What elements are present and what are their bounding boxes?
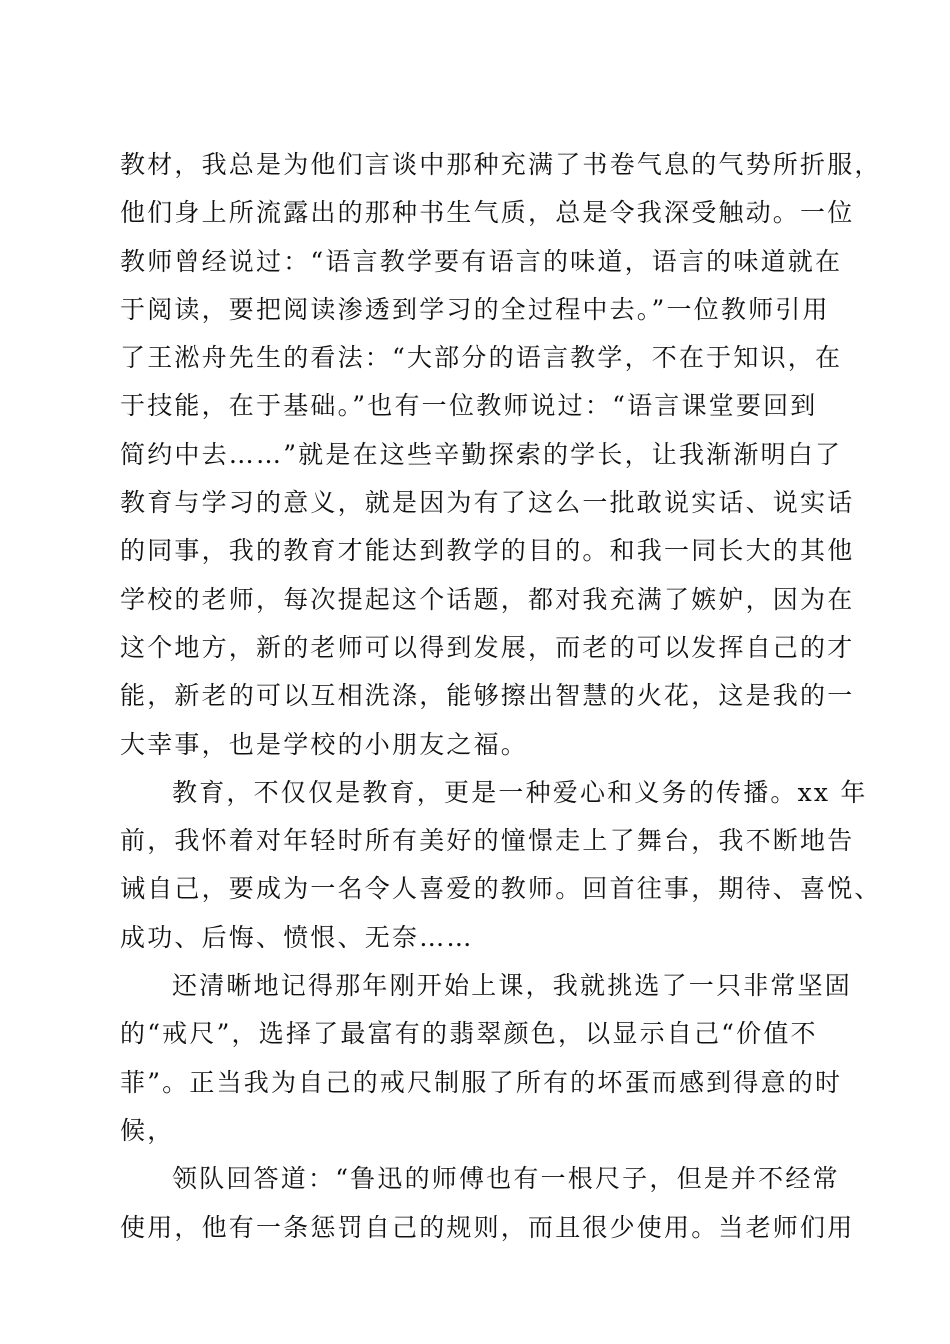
text-line: 前，我怀着对年轻时所有美好的憧憬走上了舞台，我不断地告 <box>120 826 855 856</box>
paragraph-start-line: 还清晰地记得那年刚开始上课，我就挑选了一只非常坚固 <box>172 971 853 1001</box>
text-line: 候， <box>120 1115 175 1145</box>
text-line: 他们身上所流露出的那种书生气质，总是令我深受触动。一位 <box>120 198 855 228</box>
text-line: 这个地方，新的老师可以得到发展，而老的可以发挥自己的才 <box>120 632 855 662</box>
text-line: 使用，他有一条惩罚自己的规则，而且很少使用。当老师们用 <box>120 1212 855 1242</box>
text-line: 了王淞舟先生的看法：“大部分的语言教学，不在于知识，在 <box>120 343 843 373</box>
text-line: 学校的老师，每次提起这个话题，都对我充满了嫉妒，因为在 <box>120 584 855 614</box>
text-line: 大幸事，也是学校的小朋友之福。 <box>120 729 529 759</box>
paragraph-start-line: 教育，不仅仅是教育，更是一种爱心和义务的传播。xx 年 <box>172 777 868 807</box>
text-line: 的“戒尺”，选择了最富有的翡翠颜色，以显示自己“价值不 <box>120 1019 818 1049</box>
text-line: 于技能，在于基础。”也有一位教师说过：“语言课堂要回到 <box>120 391 818 421</box>
text-line: 教育与学习的意义，就是因为有了这么一批敢说实话、说实话 <box>120 488 855 518</box>
text-line: 于阅读，要把阅读渗透到学习的全过程中去。”一位教师引用 <box>120 294 830 324</box>
text-line: 能，新老的可以互相洗涤，能够擦出智慧的火花，这是我的一 <box>120 681 855 711</box>
text-line: 诫自己，要成为一名令人喜爱的教师。回首往事，期待、喜悦、 <box>120 874 882 904</box>
text-line: 菲”。正当我为自己的戒尺制服了所有的坏蛋而感到得意的时 <box>120 1067 843 1097</box>
text-line: 教师曾经说过：“语言教学要有语言的味道，语言的味道就在 <box>120 246 843 276</box>
text-line: 的同事，我的教育才能达到教学的目的。和我一同长大的其他 <box>120 536 855 566</box>
body-text <box>120 141 882 1252</box>
paragraph-start-line: 领队回答道：“鲁迅的师傅也有一根尺子，但是并不经常 <box>172 1164 840 1194</box>
text-line: 教材，我总是为他们言谈中那种充满了书卷气息的气势所折服， <box>120 150 882 179</box>
text-line: 成功、后悔、愤恨、无奈…… <box>120 922 474 952</box>
text-line: 简约中去……”就是在这些辛勤探索的学长，让我渐渐明白了 <box>120 439 843 469</box>
